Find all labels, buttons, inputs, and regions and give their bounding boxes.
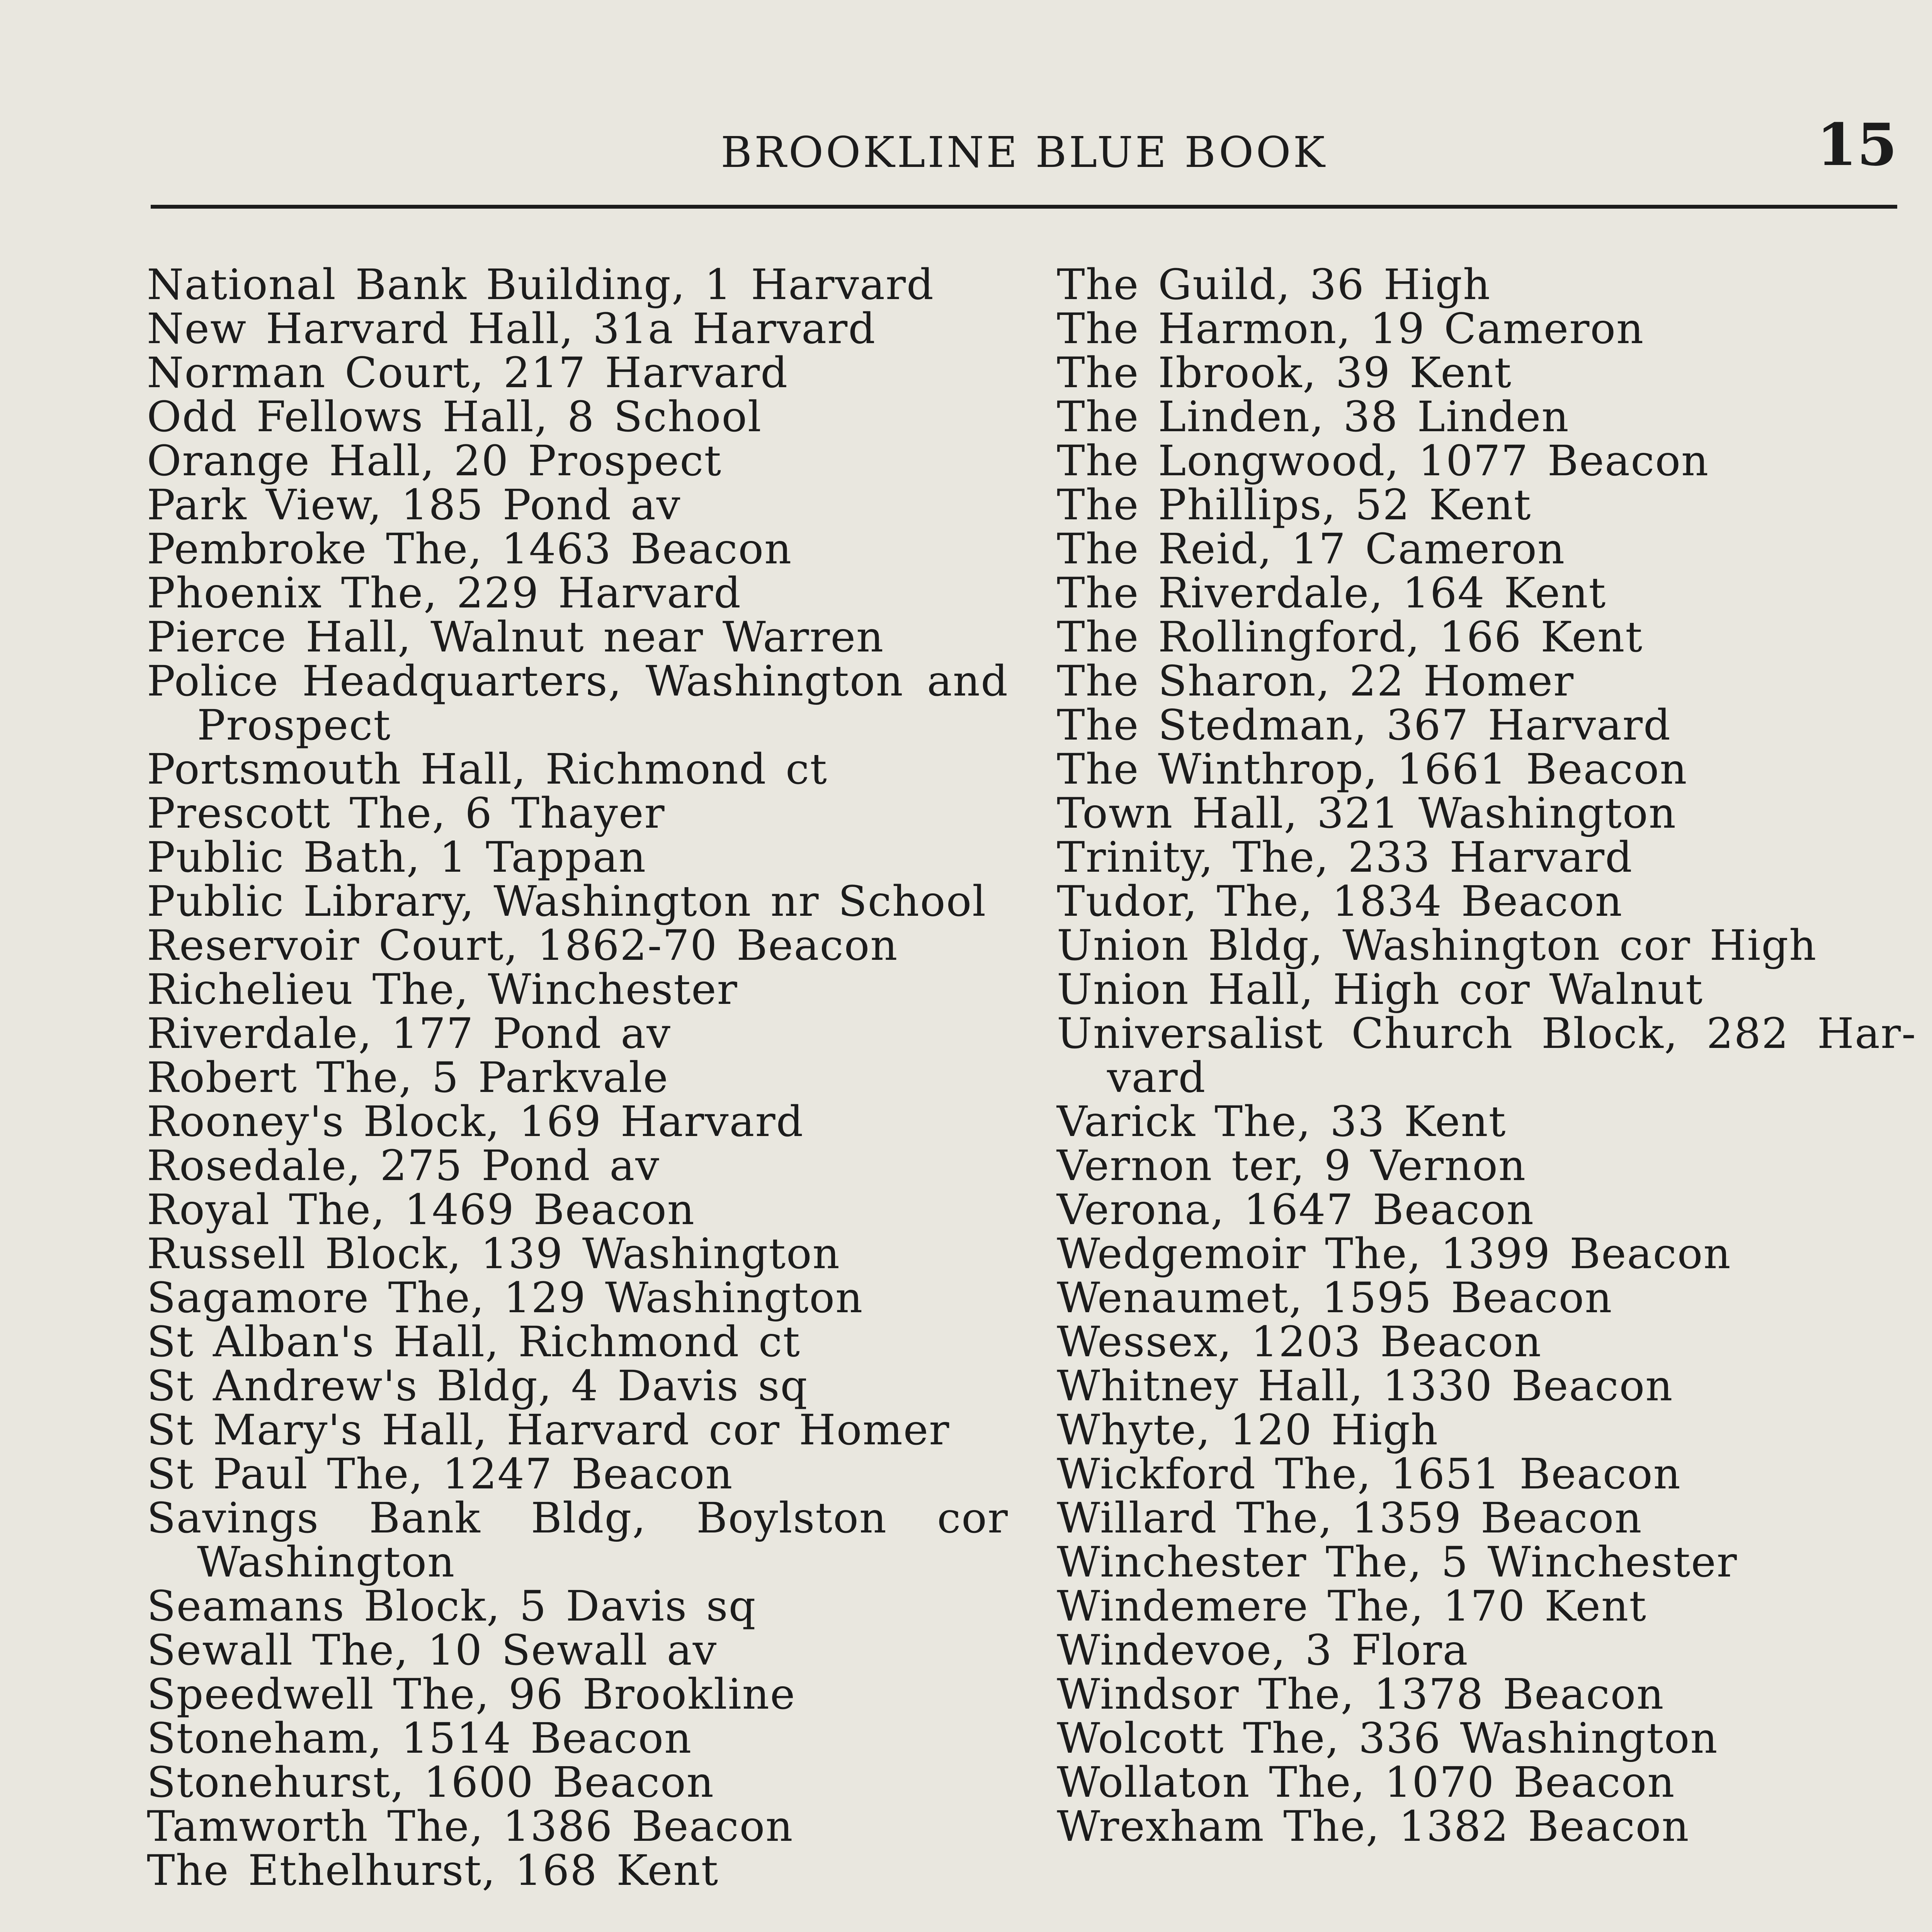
directory-entry: The Winthrop, 1661 Beacon <box>1057 745 1688 794</box>
directory-entry: Windsor The, 1378 Beacon <box>1057 1670 1665 1719</box>
directory-entry: Windemere The, 170 Kent <box>1057 1582 1647 1631</box>
directory-entry: Pembroke The, 1463 Beacon <box>147 524 793 573</box>
directory-entry: Whyte, 120 High <box>1057 1405 1439 1454</box>
directory-entry: Tudor, The, 1834 Beacon <box>1057 877 1623 926</box>
directory-entry: The Stedman, 367 Harvard <box>1057 701 1671 750</box>
directory-entry: Portsmouth Hall, Richmond ct <box>147 745 828 794</box>
directory-entry: The Ethelhurst, 168 Kent <box>147 1846 719 1895</box>
directory-entry: Union Hall, High cor Walnut <box>1057 965 1704 1014</box>
left-column <box>147 260 1009 1895</box>
directory-entry: Police Headquarters, Washington and Prospect <box>147 656 1009 750</box>
directory-entry: Verona, 1647 Beacon <box>1057 1185 1534 1234</box>
directory-entry: Wickford The, 1651 Beacon <box>1057 1449 1681 1498</box>
directory-entry: Winchester The, 5 Winchester <box>1057 1537 1738 1587</box>
directory-entry: National Bank Building, 1 Harvard <box>147 260 934 309</box>
directory-entry: Norman Court, 217 Harvard <box>147 348 789 397</box>
directory-entry: Richelieu The, Winchester <box>147 965 738 1014</box>
directory-entry: Stonehurst, 1600 Beacon <box>147 1758 714 1807</box>
directory-entry: Sagamore The, 129 Washington <box>147 1273 864 1322</box>
running-title: BROOKLINE BLUE BOOK <box>721 128 1327 177</box>
directory-entry: The Linden, 38 Linden <box>1057 392 1570 441</box>
directory-entry: The Guild, 36 High <box>1057 260 1491 309</box>
directory-entry: New Harvard Hall, 31a Harvard <box>147 304 876 353</box>
directory-entry: Park View, 185 Pond av <box>147 480 681 529</box>
directory-entry: Phoenix The, 229 Harvard <box>147 568 742 617</box>
directory-entry: Vernon ter, 9 Vernon <box>1057 1141 1527 1190</box>
directory-entry: Rosedale, 275 Pond av <box>147 1141 660 1190</box>
header-rule <box>151 205 1897 209</box>
directory-entry: St Alban's Hall, Richmond ct <box>147 1317 801 1366</box>
directory-entry: Wrexham The, 1382 Beacon <box>1057 1802 1690 1851</box>
directory-entry: The Ibrook, 39 Kent <box>1057 348 1512 397</box>
directory-entry: Russell Block, 139 Washington <box>147 1229 840 1278</box>
directory-entry: Varick The, 33 Kent <box>1057 1097 1507 1146</box>
directory-entry: Whitney Hall, 1330 Beacon <box>1057 1361 1673 1410</box>
directory-entry: St Mary's Hall, Harvard cor Homer <box>147 1405 950 1454</box>
directory-entry: Odd Fellows Hall, 8 School <box>147 392 762 441</box>
directory-entry: Rooney's Block, 169 Harvard <box>147 1097 804 1146</box>
directory-entry: The Rollingford, 166 Kent <box>1057 612 1643 662</box>
directory-entry: Trinity, The, 233 Harvard <box>1057 833 1633 882</box>
directory-entry: Stoneham, 1514 Beacon <box>147 1714 692 1763</box>
directory-entry: Riverdale, 177 Pond av <box>147 1009 671 1058</box>
directory-entry: Wolcott The, 336 Washington <box>1057 1714 1718 1763</box>
directory-entry: Windevoe, 3 Flora <box>1057 1626 1469 1675</box>
directory-entry: Reservoir Court, 1862-70 Beacon <box>147 921 898 970</box>
directory-entry: Tamworth The, 1386 Beacon <box>147 1802 794 1851</box>
directory-entry: Town Hall, 321 Washington <box>1057 789 1677 838</box>
directory-entry: Wollaton The, 1070 Beacon <box>1057 1758 1675 1807</box>
directory-entry: Union Bldg, Washington cor High <box>1057 921 1817 970</box>
directory-entry: The Riverdale, 164 Kent <box>1057 568 1607 617</box>
directory-entry: Prescott The, 6 Thayer <box>147 789 665 838</box>
directory-entry: Royal The, 1469 Beacon <box>147 1185 695 1234</box>
page-header <box>151 111 1897 205</box>
directory-entry: The Reid, 17 Cameron <box>1057 524 1566 573</box>
directory-entry: Seamans Block, 5 Davis sq <box>147 1582 757 1631</box>
directory-entry: Pierce Hall, Walnut near Warren <box>147 612 884 662</box>
directory-entry: The Sharon, 22 Homer <box>1057 656 1575 706</box>
directory-entry: The Phillips, 52 Kent <box>1057 480 1532 529</box>
right-column <box>1057 260 1917 1851</box>
directory-entry: The Harmon, 19 Cameron <box>1057 304 1645 353</box>
directory-entry: Wedgemoir The, 1399 Beacon <box>1057 1229 1731 1278</box>
directory-entry: Wenaumet, 1595 Beacon <box>1057 1273 1613 1322</box>
directory-entry: Savings Bank Bldg, Boylston cor Washington <box>147 1493 1009 1587</box>
directory-entry: Public Bath, 1 Tappan <box>147 833 647 882</box>
directory-entry: Universalist Church Block, 282 Har-vard <box>1057 1009 1917 1102</box>
directory-entry: St Paul The, 1247 Beacon <box>147 1449 733 1498</box>
directory-entry: St Andrew's Bldg, 4 Davis sq <box>147 1361 808 1410</box>
directory-entry: Sewall The, 10 Sewall av <box>147 1626 718 1675</box>
directory-entry: Wessex, 1203 Beacon <box>1057 1317 1542 1366</box>
directory-entry: Public Library, Washington nr School <box>147 877 987 926</box>
directory-entry: The Longwood, 1077 Beacon <box>1057 436 1709 485</box>
directory-entry: Robert The, 5 Parkvale <box>147 1053 669 1102</box>
directory-entry: Willard The, 1359 Beacon <box>1057 1493 1643 1543</box>
directory-entry: Orange Hall, 20 Prospect <box>147 436 722 485</box>
directory-entry: Speedwell The, 96 Brookline <box>147 1670 796 1719</box>
page-number: 15 <box>1816 111 1897 179</box>
